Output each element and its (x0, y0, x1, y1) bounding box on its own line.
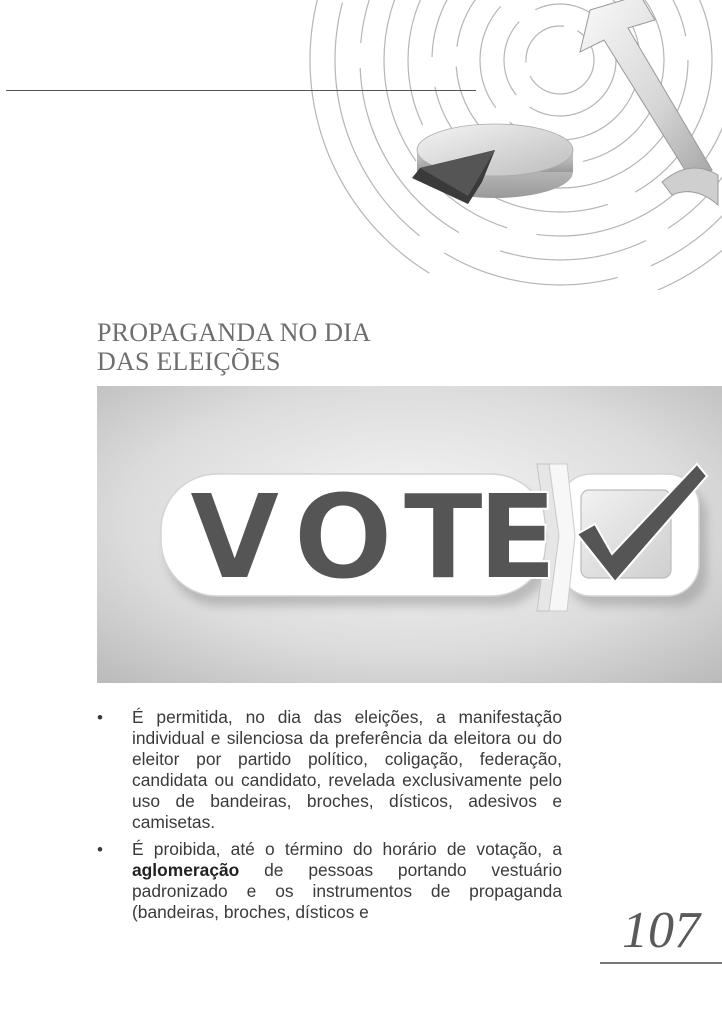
bullet-text-2-start: É proibida, até o término do horário de votação, a (132, 839, 562, 859)
vote-letter-o: O (293, 468, 394, 606)
bullet-list (97, 707, 562, 929)
bullet-text-2-end: de pessoas portando vestuário padronizado e os instrumentos de propaganda (bandeiras, broches, dísticos e (132, 860, 562, 922)
section-title (97, 318, 517, 376)
vote-checkmark-image (97, 386, 722, 683)
vote-letter-v: V (189, 468, 281, 606)
vote-letter-t: T (403, 468, 484, 606)
list-item (97, 839, 562, 923)
target-circles-arrow-pie-illustration (0, 0, 722, 290)
bullet-text-2-bold: aglomeração (132, 860, 240, 880)
bullet-icon: • (97, 840, 103, 859)
bullet-text-1: É permitida, no dia das eleições, a manifestação individual e silenciosa da preferência da eleitora ou do eleitor por partido político, coligação, federação, candidata ou candidato, revelada exclusivamente pelo uso de bandeiras, broches, dísticos, adesivos e camisetas. (132, 707, 562, 832)
page-number-rule (600, 962, 722, 964)
section-title-line-2: DAS ELEIÇÕES (97, 347, 281, 376)
page-number: 107 (622, 902, 700, 959)
vote-illustration (97, 386, 722, 683)
section-title-line-1: PROPAGANDA NO DIA (97, 318, 372, 347)
vote-letter-e: E (477, 468, 558, 606)
header-rule (6, 90, 476, 91)
header-decoration (0, 0, 722, 290)
bullet-icon: • (97, 708, 103, 727)
list-item (97, 707, 562, 833)
